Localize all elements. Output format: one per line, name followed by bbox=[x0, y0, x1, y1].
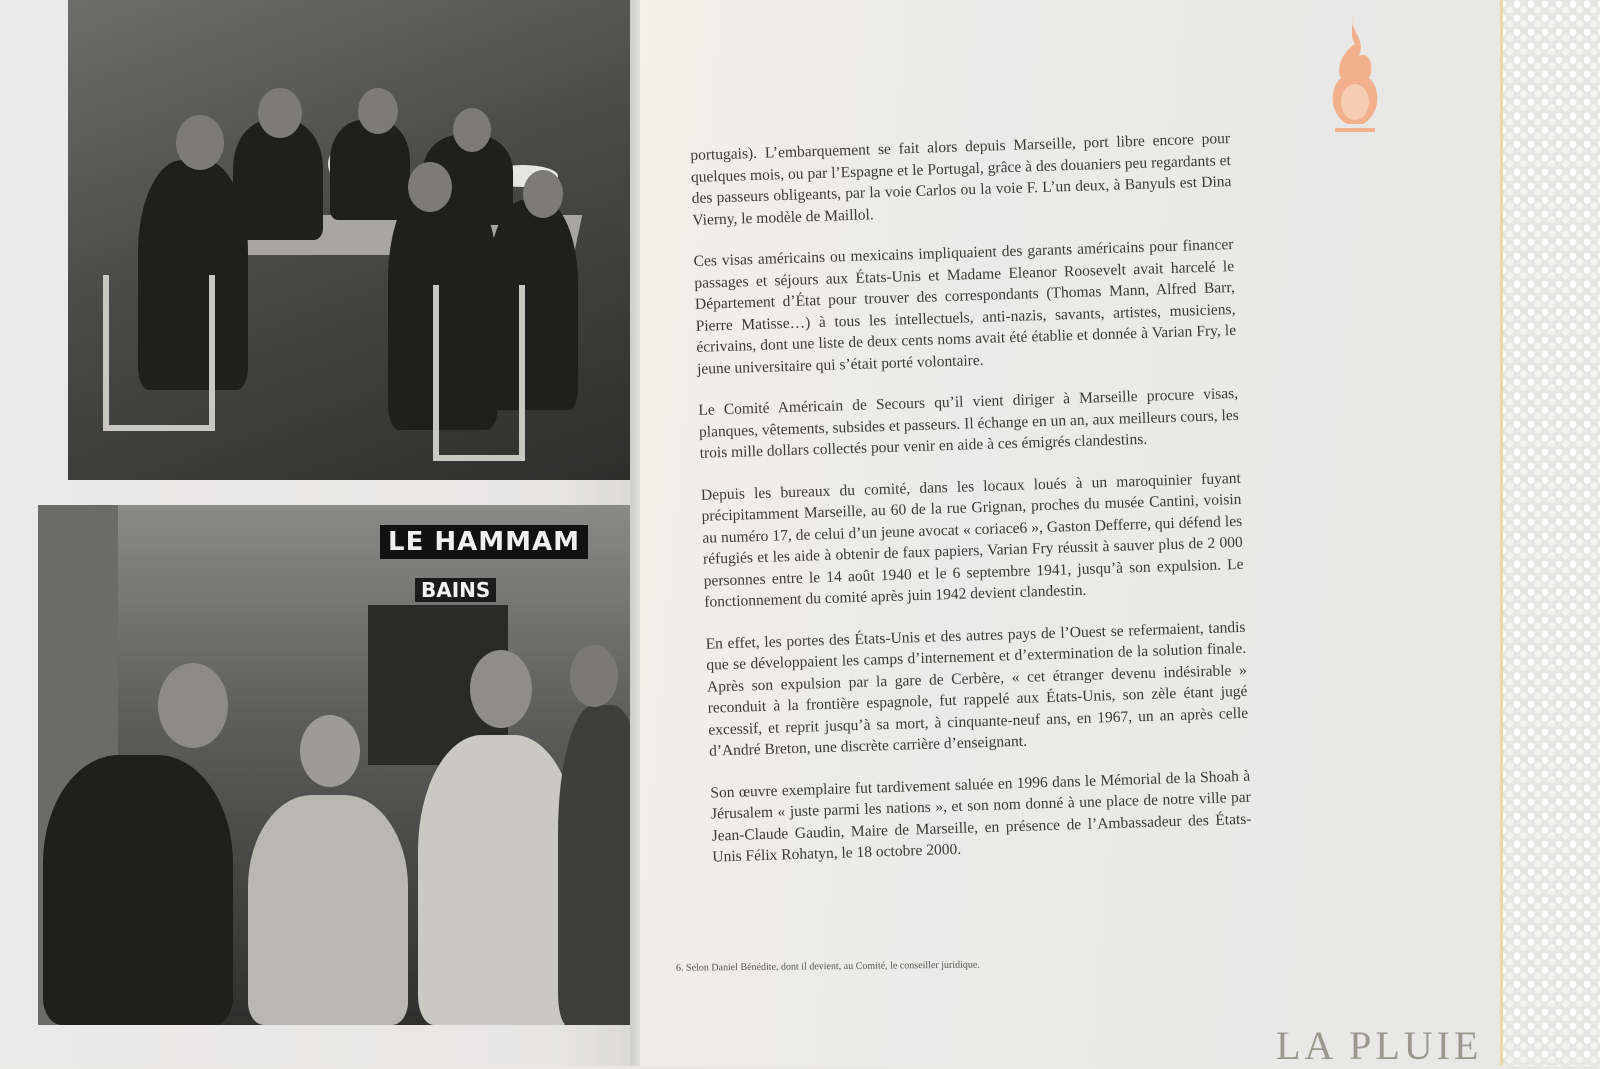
sign-hammam: LE HAMMAM bbox=[380, 525, 588, 559]
paragraph: En effet, les portes des États-Unis et des autres pays de l’Ouest se refermaient, tandis que se développaient les camps d’internement et d’extermination de la solution finale. Après son expulsion par la gare de Cerbère, « cet étranger devenu indésirable » reconduit à la frontière espagnole, fut rappelé aux États-Unis, son zèle étant jugé excessif, et reprit jusqu’à sa mort, à cinquante-neuf ans, en 1967, un an après celle d’André Breton, une discrète carrière d’enseignant. bbox=[705, 618, 1249, 760]
footnote: 6. Selon Daniel Bénédite, dont il devient, au Comité, le conseiller juridique. bbox=[675, 959, 980, 974]
paragraph: portugais). L’embarquement se fait alors depuis Marseille, port libre encore pour quelques mois, ou par l’Espagne et le Portugal, grâce à des douaniers peu regardants et des passeurs obligeants, par la voie Carlos ou la voie F. L’un deux, à Banyuls est Dina Vierny, le modèle de Maillol. bbox=[690, 130, 1232, 229]
flame-logo-icon bbox=[1325, 10, 1385, 138]
sign-bains: BAINS bbox=[415, 578, 496, 602]
paragraph: Ces visas américains ou mexicains impliquaient des garants américains pour financer passages et séjours aux États-Unis et Madame Eleanor Roosevelt avait harcelé le Département d’État pour trouver des correspondants (Thomas Mann, Alfred Barr, Pierre Matisse…) à tous les intellectuels, anti-nazis, savants, artistes, musiciens, écrivains, dont une liste de deux cents noms avait été établie et donnée à Varian Fry, le jeune universitaire qui s’était porté volontaire. bbox=[693, 235, 1237, 378]
paragraph: Depuis les bureaux du comité, dans les locaux loués à un maroquinier fuyant précipitamment Marseille, au 60 de la rue Grignan, proches du musée Cantini, voisin au numéro 17, de celui d’un jeune avocat « coriace6 », Gaston Defferre, qui défend les réfugiés et les aide à obtenir de faux papiers, Varian Fry réussit à sauver plus de 2 000 personnes entre le 14 août 1940 et le 6 septembre 1941, jusqu’à son expulsion. Le fonctionnement du comité après juin 1942 devient clandestin. bbox=[700, 469, 1244, 611]
photo-committee-meeting bbox=[68, 0, 648, 480]
paragraph: Le Comité Américain de Secours qu’il vient diriger à Marseille procure visas, planques, vêtements, subsides et passeurs. Il échange en un an, aux meilleurs cours, les trois mille dollars collectés pour venir en aide à ces émigrés clandestins. bbox=[698, 384, 1240, 462]
body-text bbox=[690, 128, 1253, 888]
left-page bbox=[0, 0, 650, 1066]
photo-street-group bbox=[38, 505, 648, 1025]
running-title: LA PLUIE bbox=[1276, 1023, 1483, 1068]
paragraph: Son œuvre exemplaire fut tardivement saluée en 1996 dans le Mémorial de la Shoah à Jérusalem « juste parmi les nations », et son nom donné à une place de notre ville par Jean-Claude Gaudin, Maire de Marseille, en présence de l’Ambassadeur des États-Unis Félix Rohatyn, le 18 octobre 2000. bbox=[710, 767, 1252, 866]
